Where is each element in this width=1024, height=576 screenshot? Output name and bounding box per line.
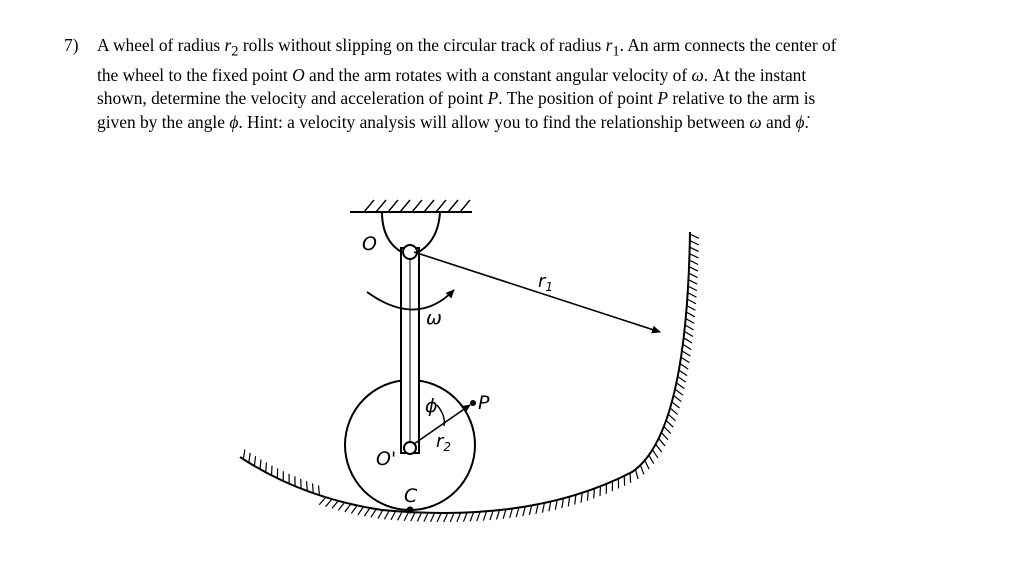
label-point-p: P: [478, 392, 490, 414]
track-hatch-mark: [437, 513, 441, 522]
track-hatch-mark: [313, 483, 314, 493]
track-hatch-mark: [575, 495, 576, 505]
track-hatch-mark: [666, 420, 673, 427]
symbol-phi: ϕ: [229, 111, 239, 132]
track-hatch-mark: [503, 509, 506, 518]
track-hatch-mark: [656, 444, 662, 452]
track-hatch-mark: [555, 500, 557, 510]
track-hatch-mark: [404, 512, 408, 521]
track-hatch-mark: [652, 450, 658, 458]
track-hatch-mark: [411, 512, 415, 521]
text-segment: rolls without slipping on the circular track of radius: [238, 35, 606, 55]
track-hatch-mark: [670, 408, 678, 414]
label-r1: [538, 271, 553, 294]
track-hatch-mark: [687, 306, 696, 311]
track-hatch-mark: [689, 273, 698, 277]
track-hatch-mark: [690, 241, 699, 245]
text-segment: . An arm connects the center of the wheel to the fixed point: [97, 35, 837, 85]
problem-number: 7): [64, 35, 79, 55]
track-hatch-mark: [371, 509, 376, 517]
track-hatch-mark: [483, 511, 486, 520]
label-phi: ϕ: [425, 395, 438, 417]
track-hatch-mark: [690, 254, 699, 258]
text-segment: . Hint: a velocity analysis will allow you to find the relationship between: [238, 111, 750, 132]
symbol-r: r: [224, 35, 232, 55]
track-hatch-mark: [318, 486, 319, 496]
track-hatch-mark: [645, 460, 649, 469]
track-hatch-mark: [686, 312, 695, 317]
track-hatch-mark: [497, 510, 500, 519]
problem-text: [97, 34, 854, 134]
track-hatch-mark: [562, 498, 564, 508]
track-hatch-mark: [463, 512, 467, 521]
track-hatch-mark: [523, 507, 525, 517]
track-hatch-mark: [351, 505, 357, 513]
track-hatch-mark: [664, 427, 671, 434]
track-hatch-mark: [266, 463, 267, 473]
symbol-r: r: [605, 35, 613, 55]
track-hatch-mark: [536, 504, 538, 514]
label-contact: C: [404, 485, 418, 507]
arm: [401, 245, 419, 454]
track-hatch-mark: [477, 512, 480, 521]
track-hatch-mark: [364, 508, 370, 516]
track-hatch-mark: [378, 510, 383, 519]
point-p-marker: [470, 400, 476, 406]
track-hatch-mark: [581, 493, 582, 503]
track-hatch-mark: [661, 433, 668, 440]
text-segment: .: [804, 111, 809, 132]
track-hatch-mark: [417, 513, 421, 522]
track-hatch-mark: [630, 473, 631, 483]
track-hatch-mark: [307, 481, 308, 491]
track-hatch-mark: [243, 449, 244, 459]
track-hatch-mark: [636, 469, 639, 479]
symbol-omega: ω: [749, 111, 762, 132]
text-segment: . At the instant shown, determine the velocity and acceleration of point: [97, 64, 807, 109]
subscript: 1: [612, 43, 620, 60]
mechanism-figure: [232, 180, 742, 560]
track-hatch-mark: [676, 383, 684, 389]
track-hatch-mark: [516, 508, 519, 517]
track-hatch-mark: [424, 513, 428, 522]
track-hatch-mark: [254, 456, 255, 466]
track-hatch-mark: [430, 513, 434, 522]
track-hatch-mark: [684, 331, 693, 336]
track-hatch-mark: [450, 513, 454, 522]
problem-statement: [64, 34, 854, 134]
track-hatch-mark: [684, 338, 692, 343]
symbol-omega: ω: [691, 64, 704, 85]
track-hatch-mark: [690, 234, 699, 238]
track-hatch-mark: [688, 293, 697, 298]
track-hatch-mark: [529, 505, 531, 515]
track-hatch-mark: [649, 455, 654, 463]
track-hatch-mark: [332, 501, 338, 509]
track-hatch-mark: [549, 502, 551, 512]
label-r2-sub: 2: [443, 440, 452, 454]
track-hatch-mark: [391, 511, 396, 520]
track-hatch-mark: [249, 453, 250, 463]
track-hatch-mark: [688, 280, 697, 284]
track-hatch-mark: [680, 364, 688, 369]
track-hatch-mark: [675, 389, 683, 395]
track-hatch-mark: [668, 414, 675, 421]
subscript: 2: [231, 43, 239, 60]
track-hatch-mark: [457, 513, 461, 522]
label-omega: ω: [426, 307, 442, 329]
text-segment: and: [761, 111, 796, 132]
track-hatch-mark: [568, 497, 569, 507]
track-hatch-mark: [679, 370, 687, 376]
label-r1-r: r: [538, 271, 546, 292]
track-hatch-mark: [345, 504, 351, 512]
text-segment: . The position of point: [498, 88, 658, 109]
text-segment: relative to the arm is given by the angle: [97, 88, 816, 132]
track-hatch-mark: [260, 459, 261, 469]
track-hatch-mark: [640, 465, 644, 474]
track-hatch-mark: [470, 512, 473, 521]
track-hatch-mark: [689, 260, 698, 264]
symbol-phi-dot: ϕ̇: [795, 111, 805, 132]
label-wheel-center: O': [376, 448, 397, 470]
track-hatch-mark: [681, 357, 689, 362]
text-segment: A wheel of radius: [97, 35, 225, 55]
track-hatch-mark: [683, 344, 691, 349]
track-hatch-mark: [490, 511, 493, 520]
track-hatch-mark: [685, 325, 694, 330]
track-hatch-mark: [688, 286, 697, 291]
track-hatch-mark: [384, 511, 389, 520]
track-hatch-mark: [682, 351, 690, 356]
track-hatch-mark: [319, 497, 325, 504]
track-hatch-mark: [358, 507, 364, 515]
label-r2-r: r: [436, 431, 444, 452]
contact-point-marker: [407, 507, 414, 514]
track-hatch-mark: [690, 247, 699, 251]
track-hatch-mark: [678, 376, 686, 382]
track-hatch-mark: [659, 438, 665, 446]
track-hatch-mark: [542, 503, 544, 513]
track-hatch-mark: [338, 503, 344, 511]
symbol-p: P: [487, 88, 499, 109]
label-fixed-point: O: [362, 233, 377, 255]
track-hatch-mark: [587, 491, 588, 501]
text-segment: and the arm rotates with a constant angular velocity of: [304, 64, 692, 85]
mechanism-diagram: [232, 180, 742, 560]
track-hatch-mark: [687, 299, 696, 304]
track-hatch-mark: [672, 402, 680, 408]
track-hatch-mark: [326, 499, 332, 507]
track-hatch-mark: [272, 466, 273, 476]
track-hatch-mark: [594, 489, 595, 499]
track-hatch-mark: [686, 319, 695, 324]
circular-track: [240, 232, 699, 522]
label-r1-sub: 1: [545, 280, 554, 294]
track-hatch-mark: [689, 267, 698, 271]
symbol-p: P: [657, 88, 669, 109]
track-hatch-mark: [444, 513, 448, 522]
track-hatch-mark: [398, 512, 403, 521]
track-hatch-mark: [674, 396, 682, 402]
track-hatch-mark: [510, 509, 513, 518]
symbol-o: O: [292, 64, 305, 85]
